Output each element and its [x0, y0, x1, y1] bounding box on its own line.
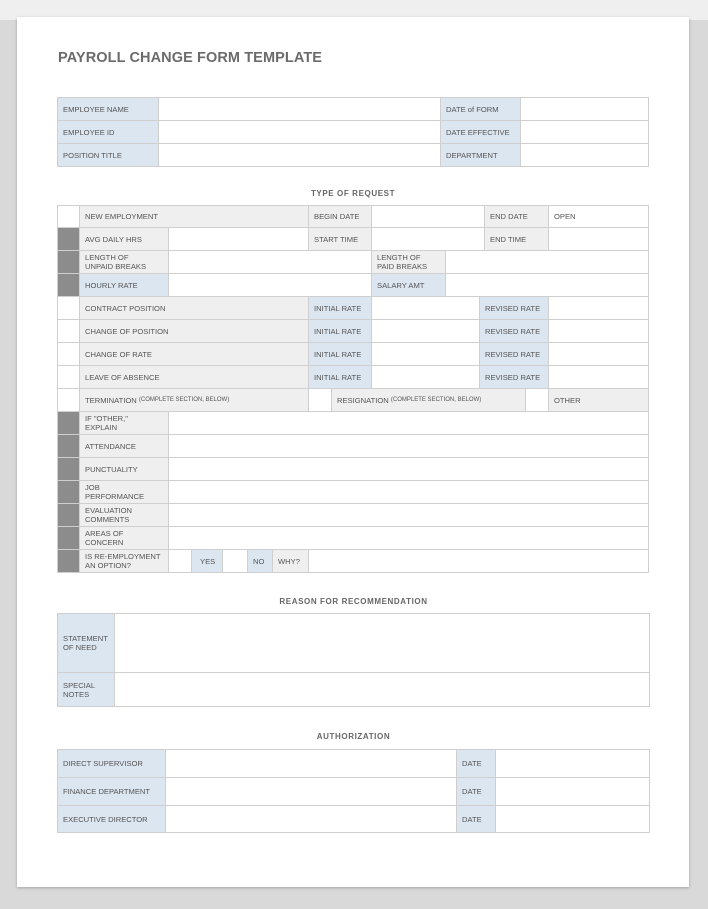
label-line: IF "OTHER,"	[85, 414, 128, 423]
contract-position-label: CONTRACT POSITION	[80, 297, 309, 320]
contract-position-checkbox[interactable]	[57, 297, 80, 320]
initial-rate-field[interactable]	[372, 320, 480, 343]
row-marker	[57, 274, 80, 297]
punctuality-label: PUNCTUALITY	[80, 458, 169, 481]
date-label: DATE	[457, 778, 496, 806]
unpaid-breaks-line2: UNPAID BREAKS	[85, 262, 147, 271]
termination-label	[80, 389, 309, 412]
initial-rate-label: INITIAL RATE	[309, 343, 372, 366]
salary-amt-field[interactable]	[446, 274, 649, 297]
why-label: WHY?	[273, 550, 309, 573]
position-title-label: POSITION TITLE	[57, 144, 159, 167]
date-effective-label: DATE EFFECTIVE	[441, 121, 521, 144]
change-of-position-checkbox[interactable]	[57, 320, 80, 343]
label-line: STATEMENT	[63, 634, 108, 643]
attendance-label: ATTENDANCE	[80, 435, 169, 458]
revised-rate-field[interactable]	[549, 366, 649, 389]
label-line: EVALUATION	[85, 506, 132, 515]
new-employment-label: NEW EMPLOYMENT	[80, 205, 309, 228]
change-of-rate-checkbox[interactable]	[57, 343, 80, 366]
row-marker	[57, 228, 80, 251]
label-line: AN OPTION?	[85, 561, 131, 570]
unpaid-breaks-field[interactable]	[169, 251, 372, 274]
why-field[interactable]	[309, 550, 649, 573]
start-time-field[interactable]	[372, 228, 485, 251]
label-line: EXPLAIN	[85, 423, 118, 432]
termination-note: (COMPLETE SECTION, BELOW)	[138, 396, 230, 403]
paid-breaks-label	[372, 251, 446, 274]
reason-heading: REASON FOR RECOMMENDATION	[279, 597, 428, 606]
date-of-form-label: DATE of FORM	[441, 97, 521, 121]
employee-id-field[interactable]	[159, 121, 441, 144]
executive-director-date-field[interactable]	[496, 806, 650, 833]
paid-breaks-line2: PAID BREAKS	[377, 262, 428, 271]
statement-of-need-field[interactable]	[115, 613, 650, 673]
row-marker	[57, 412, 80, 435]
revised-rate-field[interactable]	[549, 297, 649, 320]
label-line: CONCERN	[85, 538, 124, 547]
employee-id-label: EMPLOYEE ID	[57, 121, 159, 144]
attendance-field[interactable]	[169, 435, 649, 458]
initial-rate-field[interactable]	[372, 297, 480, 320]
resignation-text: RESIGNATION	[337, 395, 389, 405]
paid-breaks-line1: LENGTH OF	[377, 253, 421, 262]
avg-daily-hrs-field[interactable]	[169, 228, 309, 251]
revised-rate-label: REVISED RATE	[480, 366, 549, 389]
salary-amt-label: SALARY AMT	[372, 274, 446, 297]
row-marker	[57, 458, 80, 481]
label-line: NOTES	[63, 689, 90, 699]
row-marker	[57, 550, 80, 573]
initial-rate-label: INITIAL RATE	[309, 320, 372, 343]
yes-label: YES	[192, 550, 223, 573]
date-of-form-field[interactable]	[521, 97, 649, 121]
position-title-field[interactable]	[159, 144, 441, 167]
revised-rate-field[interactable]	[549, 320, 649, 343]
job-performance-label	[80, 481, 169, 504]
department-field[interactable]	[521, 144, 649, 167]
special-notes-label	[57, 673, 115, 707]
initial-rate-label: INITIAL RATE	[309, 297, 372, 320]
evaluation-comments-field[interactable]	[169, 504, 649, 527]
special-notes-field[interactable]	[115, 673, 650, 707]
statement-of-need-label	[57, 613, 115, 673]
row-marker	[57, 481, 80, 504]
employee-name-field[interactable]	[159, 97, 441, 121]
resignation-note: (COMPLETE SECTION, BELOW)	[390, 396, 482, 403]
punctuality-field[interactable]	[169, 458, 649, 481]
unpaid-breaks-label	[80, 251, 169, 274]
end-time-field[interactable]	[549, 228, 649, 251]
row-marker	[57, 504, 80, 527]
resignation-checkbox[interactable]	[309, 389, 332, 412]
avg-daily-hrs-label: AVG DAILY HRS	[80, 228, 169, 251]
label-line: PERFORMANCE	[85, 492, 145, 501]
department-label: DEPARTMENT	[441, 144, 521, 167]
revised-rate-field[interactable]	[549, 343, 649, 366]
job-performance-field[interactable]	[169, 481, 649, 504]
unpaid-breaks-line1: LENGTH OF	[85, 253, 129, 262]
end-date-field[interactable]: OPEN	[549, 205, 649, 228]
employee-name-label: EMPLOYEE NAME	[57, 97, 159, 121]
label-line: IS RE-EMPLOYMENT	[85, 552, 161, 561]
row-marker	[57, 527, 80, 550]
new-employment-checkbox[interactable]	[57, 205, 80, 228]
change-of-rate-label: CHANGE OF RATE	[80, 343, 309, 366]
date-effective-field[interactable]	[521, 121, 649, 144]
revised-rate-label: REVISED RATE	[480, 320, 549, 343]
executive-director-label: EXECUTIVE DIRECTOR	[57, 806, 166, 833]
initial-rate-field[interactable]	[372, 343, 480, 366]
hourly-rate-field[interactable]	[169, 274, 372, 297]
evaluation-comments-label	[80, 504, 169, 527]
leave-of-absence-checkbox[interactable]	[57, 366, 80, 389]
hourly-rate-label: HOURLY RATE	[80, 274, 169, 297]
date-label: DATE	[457, 749, 496, 778]
authorization-heading: AUTHORIZATION	[316, 732, 391, 741]
row-marker	[57, 251, 80, 274]
termination-text: TERMINATION	[85, 395, 137, 405]
leave-of-absence-label: LEAVE OF ABSENCE	[80, 366, 309, 389]
paid-breaks-field[interactable]	[446, 251, 649, 274]
begin-date-label: BEGIN DATE	[309, 205, 372, 228]
finance-department-label: FINANCE DEPARTMENT	[57, 778, 166, 806]
page-title: PAYROLL CHANGE FORM TEMPLATE	[58, 50, 323, 66]
no-checkbox[interactable]	[223, 550, 248, 573]
no-label: NO	[248, 550, 273, 573]
other-checkbox[interactable]	[526, 389, 549, 412]
reemployment-label	[80, 550, 169, 573]
areas-of-concern-field[interactable]	[169, 527, 649, 550]
start-time-label: START TIME	[309, 228, 372, 251]
finance-department-date-field[interactable]	[496, 778, 650, 806]
explain-other-label	[80, 412, 169, 435]
executive-director-signature-field[interactable]	[166, 806, 457, 833]
label-line: COMMENTS	[85, 515, 130, 524]
termination-checkbox[interactable]	[57, 389, 80, 412]
areas-of-concern-label	[80, 527, 169, 550]
label-line: OF NEED	[63, 643, 97, 652]
revised-rate-label: REVISED RATE	[480, 343, 549, 366]
finance-department-signature-field[interactable]	[166, 778, 457, 806]
change-of-position-label: CHANGE OF POSITION	[80, 320, 309, 343]
direct-supervisor-date-field[interactable]	[496, 749, 650, 778]
end-time-label: END TIME	[485, 228, 549, 251]
type-of-request-heading: TYPE OF REQUEST	[310, 189, 396, 198]
row-marker	[57, 435, 80, 458]
initial-rate-label: INITIAL RATE	[309, 366, 372, 389]
initial-rate-field[interactable]	[372, 366, 480, 389]
explain-other-field[interactable]	[169, 412, 649, 435]
begin-date-field[interactable]	[372, 205, 485, 228]
yes-checkbox[interactable]	[169, 550, 192, 573]
direct-supervisor-label: DIRECT SUPERVISOR	[57, 749, 166, 778]
end-date-label: END DATE	[485, 205, 549, 228]
label-line: SPECIAL	[63, 680, 96, 690]
other-label: OTHER	[549, 389, 649, 412]
label-line: AREAS OF	[85, 529, 124, 538]
direct-supervisor-signature-field[interactable]	[166, 749, 457, 778]
label-line: JOB	[85, 483, 100, 492]
revised-rate-label: REVISED RATE	[480, 297, 549, 320]
resignation-label	[332, 389, 526, 412]
date-label: DATE	[457, 806, 496, 833]
